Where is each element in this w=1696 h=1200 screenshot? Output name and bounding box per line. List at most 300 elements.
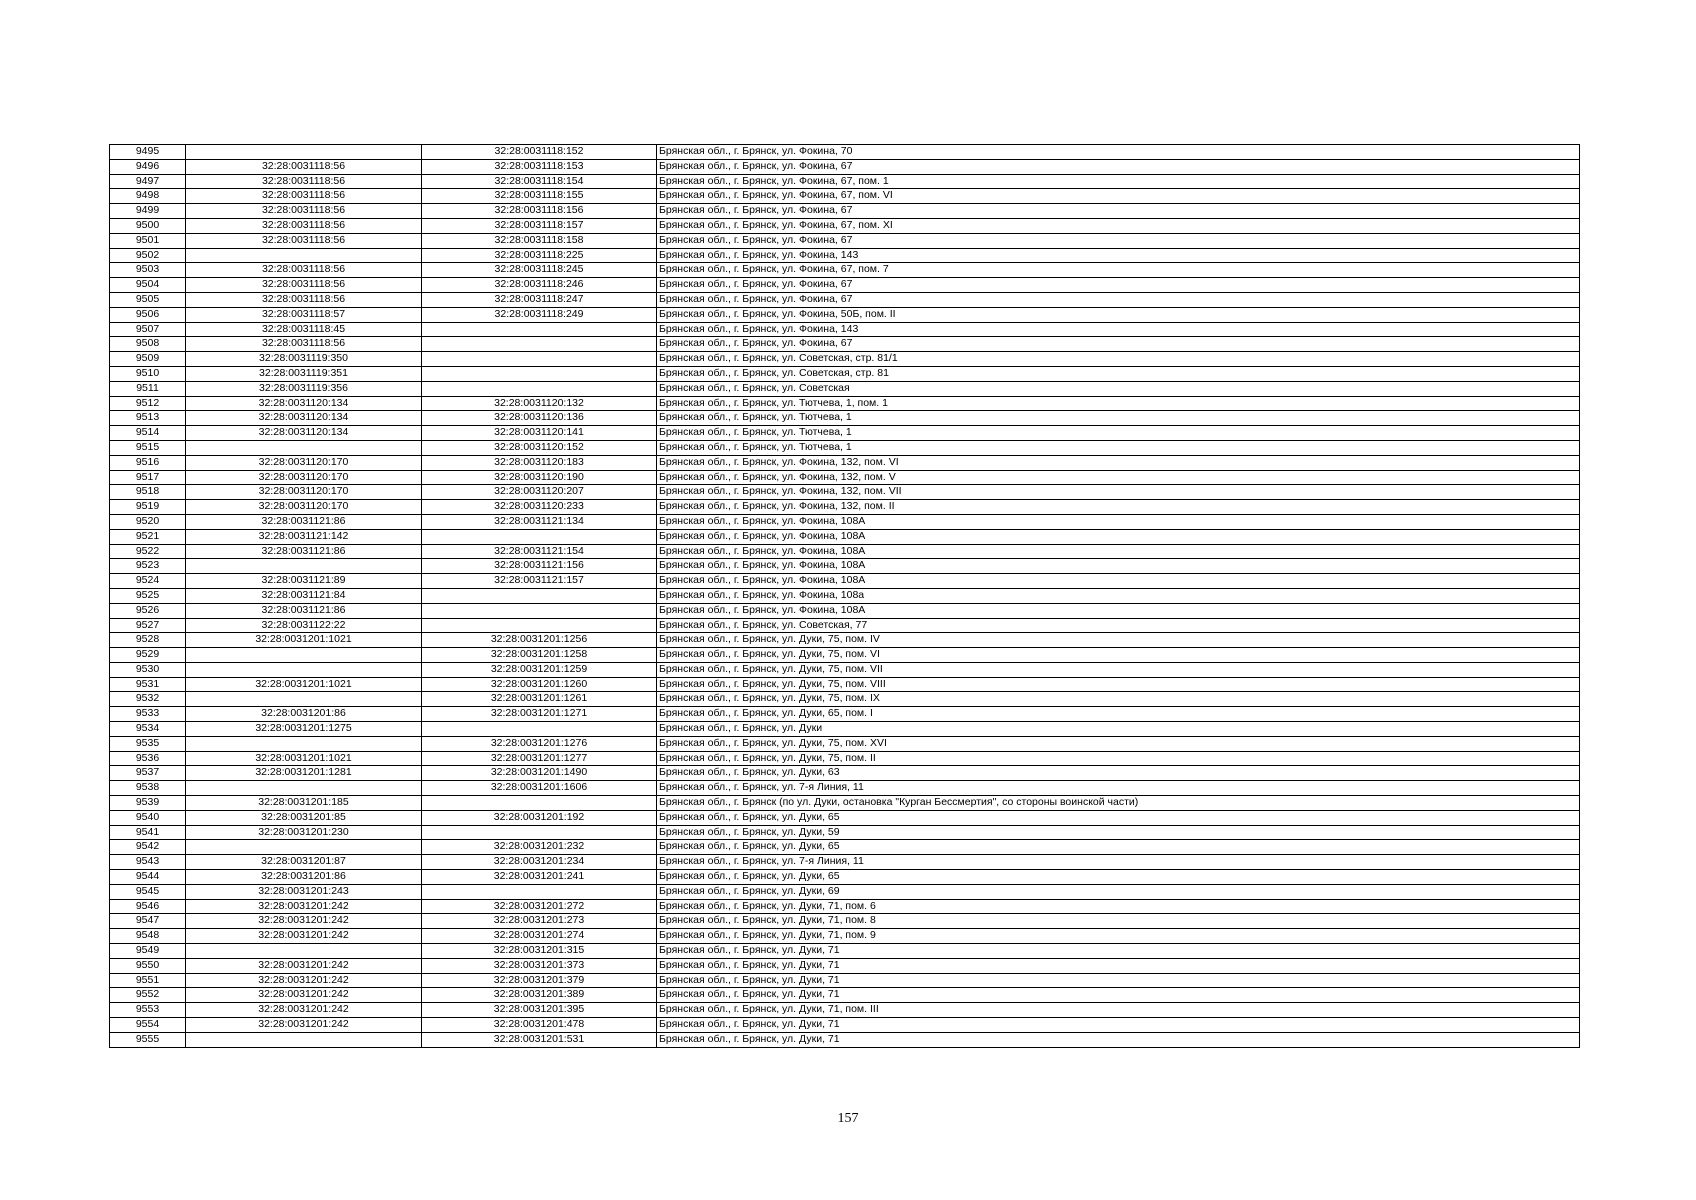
cadastral-number-cell: 32:28:0031121:156	[422, 559, 657, 574]
parent-cadastral-number-cell	[186, 648, 422, 663]
parent-cadastral-number-cell: 32:28:0031201:1281	[186, 766, 422, 781]
table-row	[110, 796, 1580, 811]
address-cell: Брянская обл., г. Брянск, ул. Дуки, 71	[657, 1018, 1580, 1033]
row-number-cell: 9511	[110, 381, 186, 396]
cadastral-number-cell: 32:28:0031201:273	[422, 914, 657, 929]
table-row	[110, 189, 1580, 204]
row-number-cell: 9506	[110, 307, 186, 322]
table-row	[110, 633, 1580, 648]
parent-cadastral-number-cell: 32:28:0031201:87	[186, 855, 422, 870]
table-row	[110, 529, 1580, 544]
cadastral-number-cell: 32:28:0031201:274	[422, 929, 657, 944]
table-row	[110, 278, 1580, 293]
table-row	[110, 174, 1580, 189]
cadastral-number-cell: 32:28:0031201:379	[422, 973, 657, 988]
address-cell: Брянская обл., г. Брянск, ул. Дуки, 71	[657, 973, 1580, 988]
row-number-cell: 9514	[110, 426, 186, 441]
address-cell: Брянская обл., г. Брянск, ул. Дуки, 65	[657, 810, 1580, 825]
row-number-cell: 9543	[110, 855, 186, 870]
table-row	[110, 736, 1580, 751]
parent-cadastral-number-cell: 32:28:0031201:1275	[186, 722, 422, 737]
parent-cadastral-number-cell: 32:28:0031121:142	[186, 529, 422, 544]
cadastral-number-cell: 32:28:0031120:152	[422, 440, 657, 455]
row-number-cell: 9547	[110, 914, 186, 929]
parent-cadastral-number-cell: 32:28:0031118:56	[186, 292, 422, 307]
row-number-cell: 9523	[110, 559, 186, 574]
parent-cadastral-number-cell	[186, 840, 422, 855]
address-cell: Брянская обл., г. Брянск, ул. Дуки, 71	[657, 958, 1580, 973]
row-number-cell: 9548	[110, 929, 186, 944]
parent-cadastral-number-cell: 32:28:0031201:185	[186, 796, 422, 811]
address-cell: Брянская обл., г. Брянск, ул. Советская, стр. 81	[657, 366, 1580, 381]
address-cell: Брянская обл., г. Брянск, ул. Дуки, 71, пом. 6	[657, 899, 1580, 914]
address-cell: Брянская обл., г. Брянск, ул. Тютчева, 1	[657, 411, 1580, 426]
row-number-cell: 9542	[110, 840, 186, 855]
address-cell: Брянская обл., г. Брянск, ул. Фокина, 132, пом. VI	[657, 455, 1580, 470]
address-cell: Брянская обл., г. Брянск, ул. Фокина, 132, пом. VII	[657, 485, 1580, 500]
parent-cadastral-number-cell: 32:28:0031118:56	[186, 159, 422, 174]
cadastral-number-cell: 32:28:0031201:478	[422, 1018, 657, 1033]
parent-cadastral-number-cell: 32:28:0031201:85	[186, 810, 422, 825]
parent-cadastral-number-cell: 32:28:0031119:351	[186, 366, 422, 381]
parent-cadastral-number-cell	[186, 248, 422, 263]
cadastral-number-cell	[422, 588, 657, 603]
cadastral-number-cell: 32:28:0031201:1258	[422, 648, 657, 663]
address-cell: Брянская обл., г. Брянск, ул. Фокина, 108А	[657, 603, 1580, 618]
address-cell: Брянская обл., г. Брянск, ул. Фокина, 132, пом. V	[657, 470, 1580, 485]
cadastral-number-cell	[422, 603, 657, 618]
cadastral-number-cell: 32:28:0031118:156	[422, 204, 657, 219]
table-row	[110, 766, 1580, 781]
parent-cadastral-number-cell: 32:28:0031120:134	[186, 426, 422, 441]
address-cell: Брянская обл., г. Брянск, ул. Советская, 77	[657, 618, 1580, 633]
table-row	[110, 544, 1580, 559]
address-cell: Брянская обл., г. Брянск, ул. Фокина, 108А	[657, 514, 1580, 529]
row-number-cell: 9535	[110, 736, 186, 751]
parent-cadastral-number-cell: 32:28:0031121:84	[186, 588, 422, 603]
row-number-cell: 9495	[110, 145, 186, 160]
cadastral-number-cell: 32:28:0031118:225	[422, 248, 657, 263]
address-cell: Брянская обл., г. Брянск, ул. Тютчева, 1, пом. 1	[657, 396, 1580, 411]
table-row	[110, 514, 1580, 529]
table-row	[110, 825, 1580, 840]
parent-cadastral-number-cell: 32:28:0031201:242	[186, 973, 422, 988]
parent-cadastral-number-cell: 32:28:0031201:1021	[186, 677, 422, 692]
row-number-cell: 9534	[110, 722, 186, 737]
row-number-cell: 9549	[110, 944, 186, 959]
parent-cadastral-number-cell: 32:28:0031201:242	[186, 1018, 422, 1033]
cadastral-number-cell: 32:28:0031120:141	[422, 426, 657, 441]
parent-cadastral-number-cell: 32:28:0031121:86	[186, 544, 422, 559]
cadastral-number-cell: 32:28:0031120:190	[422, 470, 657, 485]
registry-table-body	[110, 145, 1580, 1048]
parent-cadastral-number-cell: 32:28:0031118:56	[186, 337, 422, 352]
table-row	[110, 500, 1580, 515]
table-row	[110, 944, 1580, 959]
address-cell: Брянская обл., г. Брянск, ул. Дуки, 63	[657, 766, 1580, 781]
cadastral-number-cell: 32:28:0031118:249	[422, 307, 657, 322]
parent-cadastral-number-cell: 32:28:0031120:170	[186, 500, 422, 515]
address-cell: Брянская обл., г. Брянск, ул. Дуки, 71	[657, 988, 1580, 1003]
cadastral-number-cell: 32:28:0031201:531	[422, 1032, 657, 1047]
parent-cadastral-number-cell: 32:28:0031201:86	[186, 870, 422, 885]
table-row	[110, 426, 1580, 441]
cadastral-number-cell: 32:28:0031201:1261	[422, 692, 657, 707]
parent-cadastral-number-cell: 32:28:0031201:243	[186, 884, 422, 899]
cadastral-number-cell: 32:28:0031201:1256	[422, 633, 657, 648]
parent-cadastral-number-cell: 32:28:0031121:86	[186, 514, 422, 529]
cadastral-number-cell: 32:28:0031118:153	[422, 159, 657, 174]
parent-cadastral-number-cell: 32:28:0031201:242	[186, 958, 422, 973]
table-row	[110, 204, 1580, 219]
parent-cadastral-number-cell	[186, 1032, 422, 1047]
table-row	[110, 263, 1580, 278]
parent-cadastral-number-cell: 32:28:0031121:89	[186, 574, 422, 589]
table-row	[110, 855, 1580, 870]
cadastral-number-cell	[422, 529, 657, 544]
address-cell: Брянская обл., г. Брянск, ул. Дуки	[657, 722, 1580, 737]
row-number-cell: 9532	[110, 692, 186, 707]
address-cell: Брянская обл., г. Брянск, ул. Дуки, 71	[657, 1032, 1580, 1047]
parent-cadastral-number-cell	[186, 559, 422, 574]
row-number-cell: 9544	[110, 870, 186, 885]
table-row	[110, 914, 1580, 929]
parent-cadastral-number-cell: 32:28:0031119:356	[186, 381, 422, 396]
parent-cadastral-number-cell: 32:28:0031201:242	[186, 988, 422, 1003]
address-cell: Брянская обл., г. Брянск, ул. Дуки, 65, пом. I	[657, 707, 1580, 722]
row-number-cell: 9551	[110, 973, 186, 988]
row-number-cell: 9505	[110, 292, 186, 307]
table-row	[110, 145, 1580, 160]
row-number-cell: 9553	[110, 1003, 186, 1018]
parent-cadastral-number-cell: 32:28:0031118:56	[186, 278, 422, 293]
row-number-cell: 9527	[110, 618, 186, 633]
cadastral-number-cell	[422, 381, 657, 396]
cadastral-number-cell	[422, 618, 657, 633]
table-row	[110, 440, 1580, 455]
table-row	[110, 870, 1580, 885]
table-row	[110, 648, 1580, 663]
address-cell: Брянская обл., г. Брянск, ул. Дуки, 75, пом. II	[657, 751, 1580, 766]
table-row	[110, 662, 1580, 677]
cadastral-number-cell: 32:28:0031118:155	[422, 189, 657, 204]
address-cell: Брянская обл., г. Брянск, ул. Советская, стр. 81/1	[657, 352, 1580, 367]
address-cell: Брянская обл., г. Брянск, ул. Фокина, 67, пом. 1	[657, 174, 1580, 189]
address-cell: Брянская обл., г. Брянск, ул. Фокина, 67, пом. 7	[657, 263, 1580, 278]
parent-cadastral-number-cell: 32:28:0031118:56	[186, 233, 422, 248]
table-row	[110, 1032, 1580, 1047]
table-row	[110, 751, 1580, 766]
address-cell: Брянская обл., г. Брянск, ул. Фокина, 67	[657, 233, 1580, 248]
row-number-cell: 9503	[110, 263, 186, 278]
address-cell: Брянская обл., г. Брянск, ул. Фокина, 108А	[657, 544, 1580, 559]
row-number-cell: 9522	[110, 544, 186, 559]
parent-cadastral-number-cell	[186, 662, 422, 677]
parent-cadastral-number-cell: 32:28:0031120:170	[186, 470, 422, 485]
parent-cadastral-number-cell	[186, 944, 422, 959]
address-cell: Брянская обл., г. Брянск, ул. Фокина, 108А	[657, 559, 1580, 574]
cadastral-number-cell: 32:28:0031120:233	[422, 500, 657, 515]
table-row	[110, 840, 1580, 855]
table-row	[110, 884, 1580, 899]
cadastral-number-cell: 32:28:0031121:157	[422, 574, 657, 589]
table-row	[110, 618, 1580, 633]
table-row	[110, 781, 1580, 796]
address-cell: Брянская обл., г. Брянск, ул. Советская	[657, 381, 1580, 396]
parent-cadastral-number-cell: 32:28:0031118:56	[186, 263, 422, 278]
cadastral-number-cell: 32:28:0031201:395	[422, 1003, 657, 1018]
parent-cadastral-number-cell: 32:28:0031120:134	[186, 411, 422, 426]
row-number-cell: 9512	[110, 396, 186, 411]
parent-cadastral-number-cell: 32:28:0031201:1021	[186, 633, 422, 648]
row-number-cell: 9541	[110, 825, 186, 840]
table-row	[110, 929, 1580, 944]
parent-cadastral-number-cell: 32:28:0031121:86	[186, 603, 422, 618]
row-number-cell: 9513	[110, 411, 186, 426]
row-number-cell: 9538	[110, 781, 186, 796]
cadastral-number-cell: 32:28:0031120:132	[422, 396, 657, 411]
cadastral-number-cell	[422, 366, 657, 381]
row-number-cell: 9554	[110, 1018, 186, 1033]
address-cell: Брянская обл., г. Брянск, ул. Фокина, 67	[657, 292, 1580, 307]
cadastral-number-cell	[422, 796, 657, 811]
row-number-cell: 9528	[110, 633, 186, 648]
table-row	[110, 574, 1580, 589]
table-row	[110, 352, 1580, 367]
parent-cadastral-number-cell: 32:28:0031120:170	[186, 455, 422, 470]
cadastral-number-cell	[422, 825, 657, 840]
cadastral-number-cell: 32:28:0031121:154	[422, 544, 657, 559]
table-row	[110, 307, 1580, 322]
table-row	[110, 396, 1580, 411]
parent-cadastral-number-cell: 32:28:0031118:56	[186, 189, 422, 204]
cadastral-number-cell	[422, 722, 657, 737]
address-cell: Брянская обл., г. Брянск, ул. Дуки, 71, пом. III	[657, 1003, 1580, 1018]
address-cell: Брянская обл., г. Брянск, ул. Дуки, 75, пом. IX	[657, 692, 1580, 707]
cadastral-number-cell: 32:28:0031118:246	[422, 278, 657, 293]
parent-cadastral-number-cell: 32:28:0031118:57	[186, 307, 422, 322]
cadastral-number-cell: 32:28:0031201:192	[422, 810, 657, 825]
row-number-cell: 9498	[110, 189, 186, 204]
address-cell: Брянская обл., г. Брянск, ул. Фокина, 143	[657, 322, 1580, 337]
parent-cadastral-number-cell: 32:28:0031201:242	[186, 929, 422, 944]
row-number-cell: 9517	[110, 470, 186, 485]
address-cell: Брянская обл., г. Брянск, ул. Фокина, 70	[657, 145, 1580, 160]
address-cell: Брянская обл., г. Брянск, ул. Фокина, 67	[657, 204, 1580, 219]
cadastral-number-cell: 32:28:0031201:1490	[422, 766, 657, 781]
row-number-cell: 9508	[110, 337, 186, 352]
table-row	[110, 248, 1580, 263]
address-cell: Брянская обл., г. Брянск, ул. Дуки, 59	[657, 825, 1580, 840]
cadastral-number-cell	[422, 337, 657, 352]
row-number-cell: 9518	[110, 485, 186, 500]
table-row	[110, 899, 1580, 914]
address-cell: Брянская обл., г. Брянск, ул. Фокина, 67, пом. XI	[657, 218, 1580, 233]
cadastral-number-cell: 32:28:0031118:247	[422, 292, 657, 307]
row-number-cell: 9539	[110, 796, 186, 811]
address-cell: Брянская обл., г. Брянск, ул. Дуки, 65	[657, 840, 1580, 855]
row-number-cell: 9545	[110, 884, 186, 899]
address-cell: Брянская обл., г. Брянск, ул. 7-я Линия, 11	[657, 781, 1580, 796]
cadastral-number-cell: 32:28:0031201:1276	[422, 736, 657, 751]
table-row	[110, 973, 1580, 988]
registry-table	[109, 144, 1580, 1048]
row-number-cell: 9509	[110, 352, 186, 367]
parent-cadastral-number-cell: 32:28:0031118:56	[186, 218, 422, 233]
table-row	[110, 233, 1580, 248]
row-number-cell: 9507	[110, 322, 186, 337]
row-number-cell: 9525	[110, 588, 186, 603]
table-row	[110, 218, 1580, 233]
cadastral-number-cell: 32:28:0031118:154	[422, 174, 657, 189]
address-cell: Брянская обл., г. Брянск, ул. Дуки, 75, пом. VI	[657, 648, 1580, 663]
table-row	[110, 381, 1580, 396]
parent-cadastral-number-cell: 32:28:0031201:1021	[186, 751, 422, 766]
address-cell: Брянская обл., г. Брянск, ул. Фокина, 67	[657, 159, 1580, 174]
row-number-cell: 9537	[110, 766, 186, 781]
address-cell: Брянская обл., г. Брянск, ул. Фокина, 143	[657, 248, 1580, 263]
row-number-cell: 9540	[110, 810, 186, 825]
address-cell: Брянская обл., г. Брянск, ул. Фокина, 67, пом. VI	[657, 189, 1580, 204]
table-row	[110, 292, 1580, 307]
table-row	[110, 588, 1580, 603]
parent-cadastral-number-cell: 32:28:0031118:56	[186, 174, 422, 189]
address-cell: Брянская обл., г. Брянск (по ул. Дуки, остановка "Курган Бессмертия", со стороны воинской части)	[657, 796, 1580, 811]
table-row	[110, 1018, 1580, 1033]
parent-cadastral-number-cell	[186, 440, 422, 455]
parent-cadastral-number-cell	[186, 736, 422, 751]
address-cell: Брянская обл., г. Брянск, ул. Тютчева, 1	[657, 426, 1580, 441]
row-number-cell: 9555	[110, 1032, 186, 1047]
table-row	[110, 707, 1580, 722]
row-number-cell: 9533	[110, 707, 186, 722]
row-number-cell: 9497	[110, 174, 186, 189]
table-row	[110, 603, 1580, 618]
table-row	[110, 958, 1580, 973]
cadastral-number-cell: 32:28:0031201:1260	[422, 677, 657, 692]
cadastral-number-cell: 32:28:0031201:315	[422, 944, 657, 959]
parent-cadastral-number-cell	[186, 781, 422, 796]
cadastral-number-cell: 32:28:0031201:1259	[422, 662, 657, 677]
cadastral-number-cell: 32:28:0031120:207	[422, 485, 657, 500]
address-cell: Брянская обл., г. Брянск, ул. Дуки, 75, пом. VII	[657, 662, 1580, 677]
parent-cadastral-number-cell: 32:28:0031122:22	[186, 618, 422, 633]
parent-cadastral-number-cell: 32:28:0031118:45	[186, 322, 422, 337]
cadastral-number-cell: 32:28:0031201:1606	[422, 781, 657, 796]
parent-cadastral-number-cell: 32:28:0031120:170	[186, 485, 422, 500]
address-cell: Брянская обл., г. Брянск, ул. Дуки, 75, пом. IV	[657, 633, 1580, 648]
table-row	[110, 470, 1580, 485]
cadastral-number-cell: 32:28:0031201:1271	[422, 707, 657, 722]
cadastral-number-cell: 32:28:0031201:232	[422, 840, 657, 855]
row-number-cell: 9521	[110, 529, 186, 544]
cadastral-number-cell	[422, 884, 657, 899]
table-row	[110, 485, 1580, 500]
cadastral-number-cell: 32:28:0031118:152	[422, 145, 657, 160]
table-row	[110, 677, 1580, 692]
address-cell: Брянская обл., г. Брянск, ул. Фокина, 67	[657, 337, 1580, 352]
row-number-cell: 9531	[110, 677, 186, 692]
table-row	[110, 1003, 1580, 1018]
parent-cadastral-number-cell: 32:28:0031118:56	[186, 204, 422, 219]
address-cell: Брянская обл., г. Брянск, ул. Фокина, 50Б, пом. II	[657, 307, 1580, 322]
row-number-cell: 9500	[110, 218, 186, 233]
address-cell: Брянская обл., г. Брянск, ул. Дуки, 71, пом. 9	[657, 929, 1580, 944]
row-number-cell: 9496	[110, 159, 186, 174]
cadastral-number-cell: 32:28:0031201:1277	[422, 751, 657, 766]
address-cell: Брянская обл., г. Брянск, ул. Фокина, 108а	[657, 588, 1580, 603]
address-cell: Брянская обл., г. Брянск, ул. Дуки, 65	[657, 870, 1580, 885]
cadastral-number-cell: 32:28:0031121:134	[422, 514, 657, 529]
parent-cadastral-number-cell	[186, 145, 422, 160]
parent-cadastral-number-cell	[186, 692, 422, 707]
table-row	[110, 988, 1580, 1003]
parent-cadastral-number-cell: 32:28:0031201:86	[186, 707, 422, 722]
cadastral-number-cell: 32:28:0031201:241	[422, 870, 657, 885]
address-cell: Брянская обл., г. Брянск, ул. Дуки, 69	[657, 884, 1580, 899]
table-row	[110, 810, 1580, 825]
cadastral-number-cell: 32:28:0031120:136	[422, 411, 657, 426]
cadastral-number-cell: 32:28:0031118:158	[422, 233, 657, 248]
row-number-cell: 9516	[110, 455, 186, 470]
row-number-cell: 9501	[110, 233, 186, 248]
cadastral-number-cell	[422, 322, 657, 337]
parent-cadastral-number-cell: 32:28:0031201:230	[186, 825, 422, 840]
table-row	[110, 455, 1580, 470]
row-number-cell: 9546	[110, 899, 186, 914]
table-row	[110, 692, 1580, 707]
table-row	[110, 559, 1580, 574]
address-cell: Брянская обл., г. Брянск, ул. Фокина, 108А	[657, 529, 1580, 544]
address-cell: Брянская обл., г. Брянск, ул. Дуки, 71, пом. 8	[657, 914, 1580, 929]
cadastral-number-cell: 32:28:0031118:245	[422, 263, 657, 278]
parent-cadastral-number-cell: 32:28:0031201:242	[186, 914, 422, 929]
cadastral-number-cell: 32:28:0031201:389	[422, 988, 657, 1003]
row-number-cell: 9536	[110, 751, 186, 766]
table-row	[110, 411, 1580, 426]
address-cell: Брянская обл., г. Брянск, ул. Дуки, 75, пом. XVI	[657, 736, 1580, 751]
table-row	[110, 322, 1580, 337]
row-number-cell: 9502	[110, 248, 186, 263]
parent-cadastral-number-cell: 32:28:0031120:134	[186, 396, 422, 411]
address-cell: Брянская обл., г. Брянск, ул. Дуки, 75, пом. VIII	[657, 677, 1580, 692]
table-row	[110, 159, 1580, 174]
row-number-cell: 9510	[110, 366, 186, 381]
address-cell: Брянская обл., г. Брянск, ул. Тютчева, 1	[657, 440, 1580, 455]
cadastral-number-cell	[422, 352, 657, 367]
page-number: 157	[837, 1111, 859, 1126]
cadastral-number-cell: 32:28:0031201:234	[422, 855, 657, 870]
table-row	[110, 337, 1580, 352]
row-number-cell: 9499	[110, 204, 186, 219]
row-number-cell: 9515	[110, 440, 186, 455]
parent-cadastral-number-cell: 32:28:0031201:242	[186, 1003, 422, 1018]
cadastral-number-cell: 32:28:0031201:373	[422, 958, 657, 973]
cadastral-number-cell: 32:28:0031120:183	[422, 455, 657, 470]
cadastral-number-cell: 32:28:0031118:157	[422, 218, 657, 233]
address-cell: Брянская обл., г. Брянск, ул. Фокина, 67	[657, 278, 1580, 293]
row-number-cell: 9529	[110, 648, 186, 663]
row-number-cell: 9524	[110, 574, 186, 589]
row-number-cell: 9504	[110, 278, 186, 293]
cadastral-number-cell: 32:28:0031201:272	[422, 899, 657, 914]
parent-cadastral-number-cell: 32:28:0031201:242	[186, 899, 422, 914]
address-cell: Брянская обл., г. Брянск, ул. 7-я Линия, 11	[657, 855, 1580, 870]
address-cell: Брянская обл., г. Брянск, ул. Фокина, 132, пом. II	[657, 500, 1580, 515]
row-number-cell: 9519	[110, 500, 186, 515]
row-number-cell: 9520	[110, 514, 186, 529]
address-cell: Брянская обл., г. Брянск, ул. Фокина, 108А	[657, 574, 1580, 589]
